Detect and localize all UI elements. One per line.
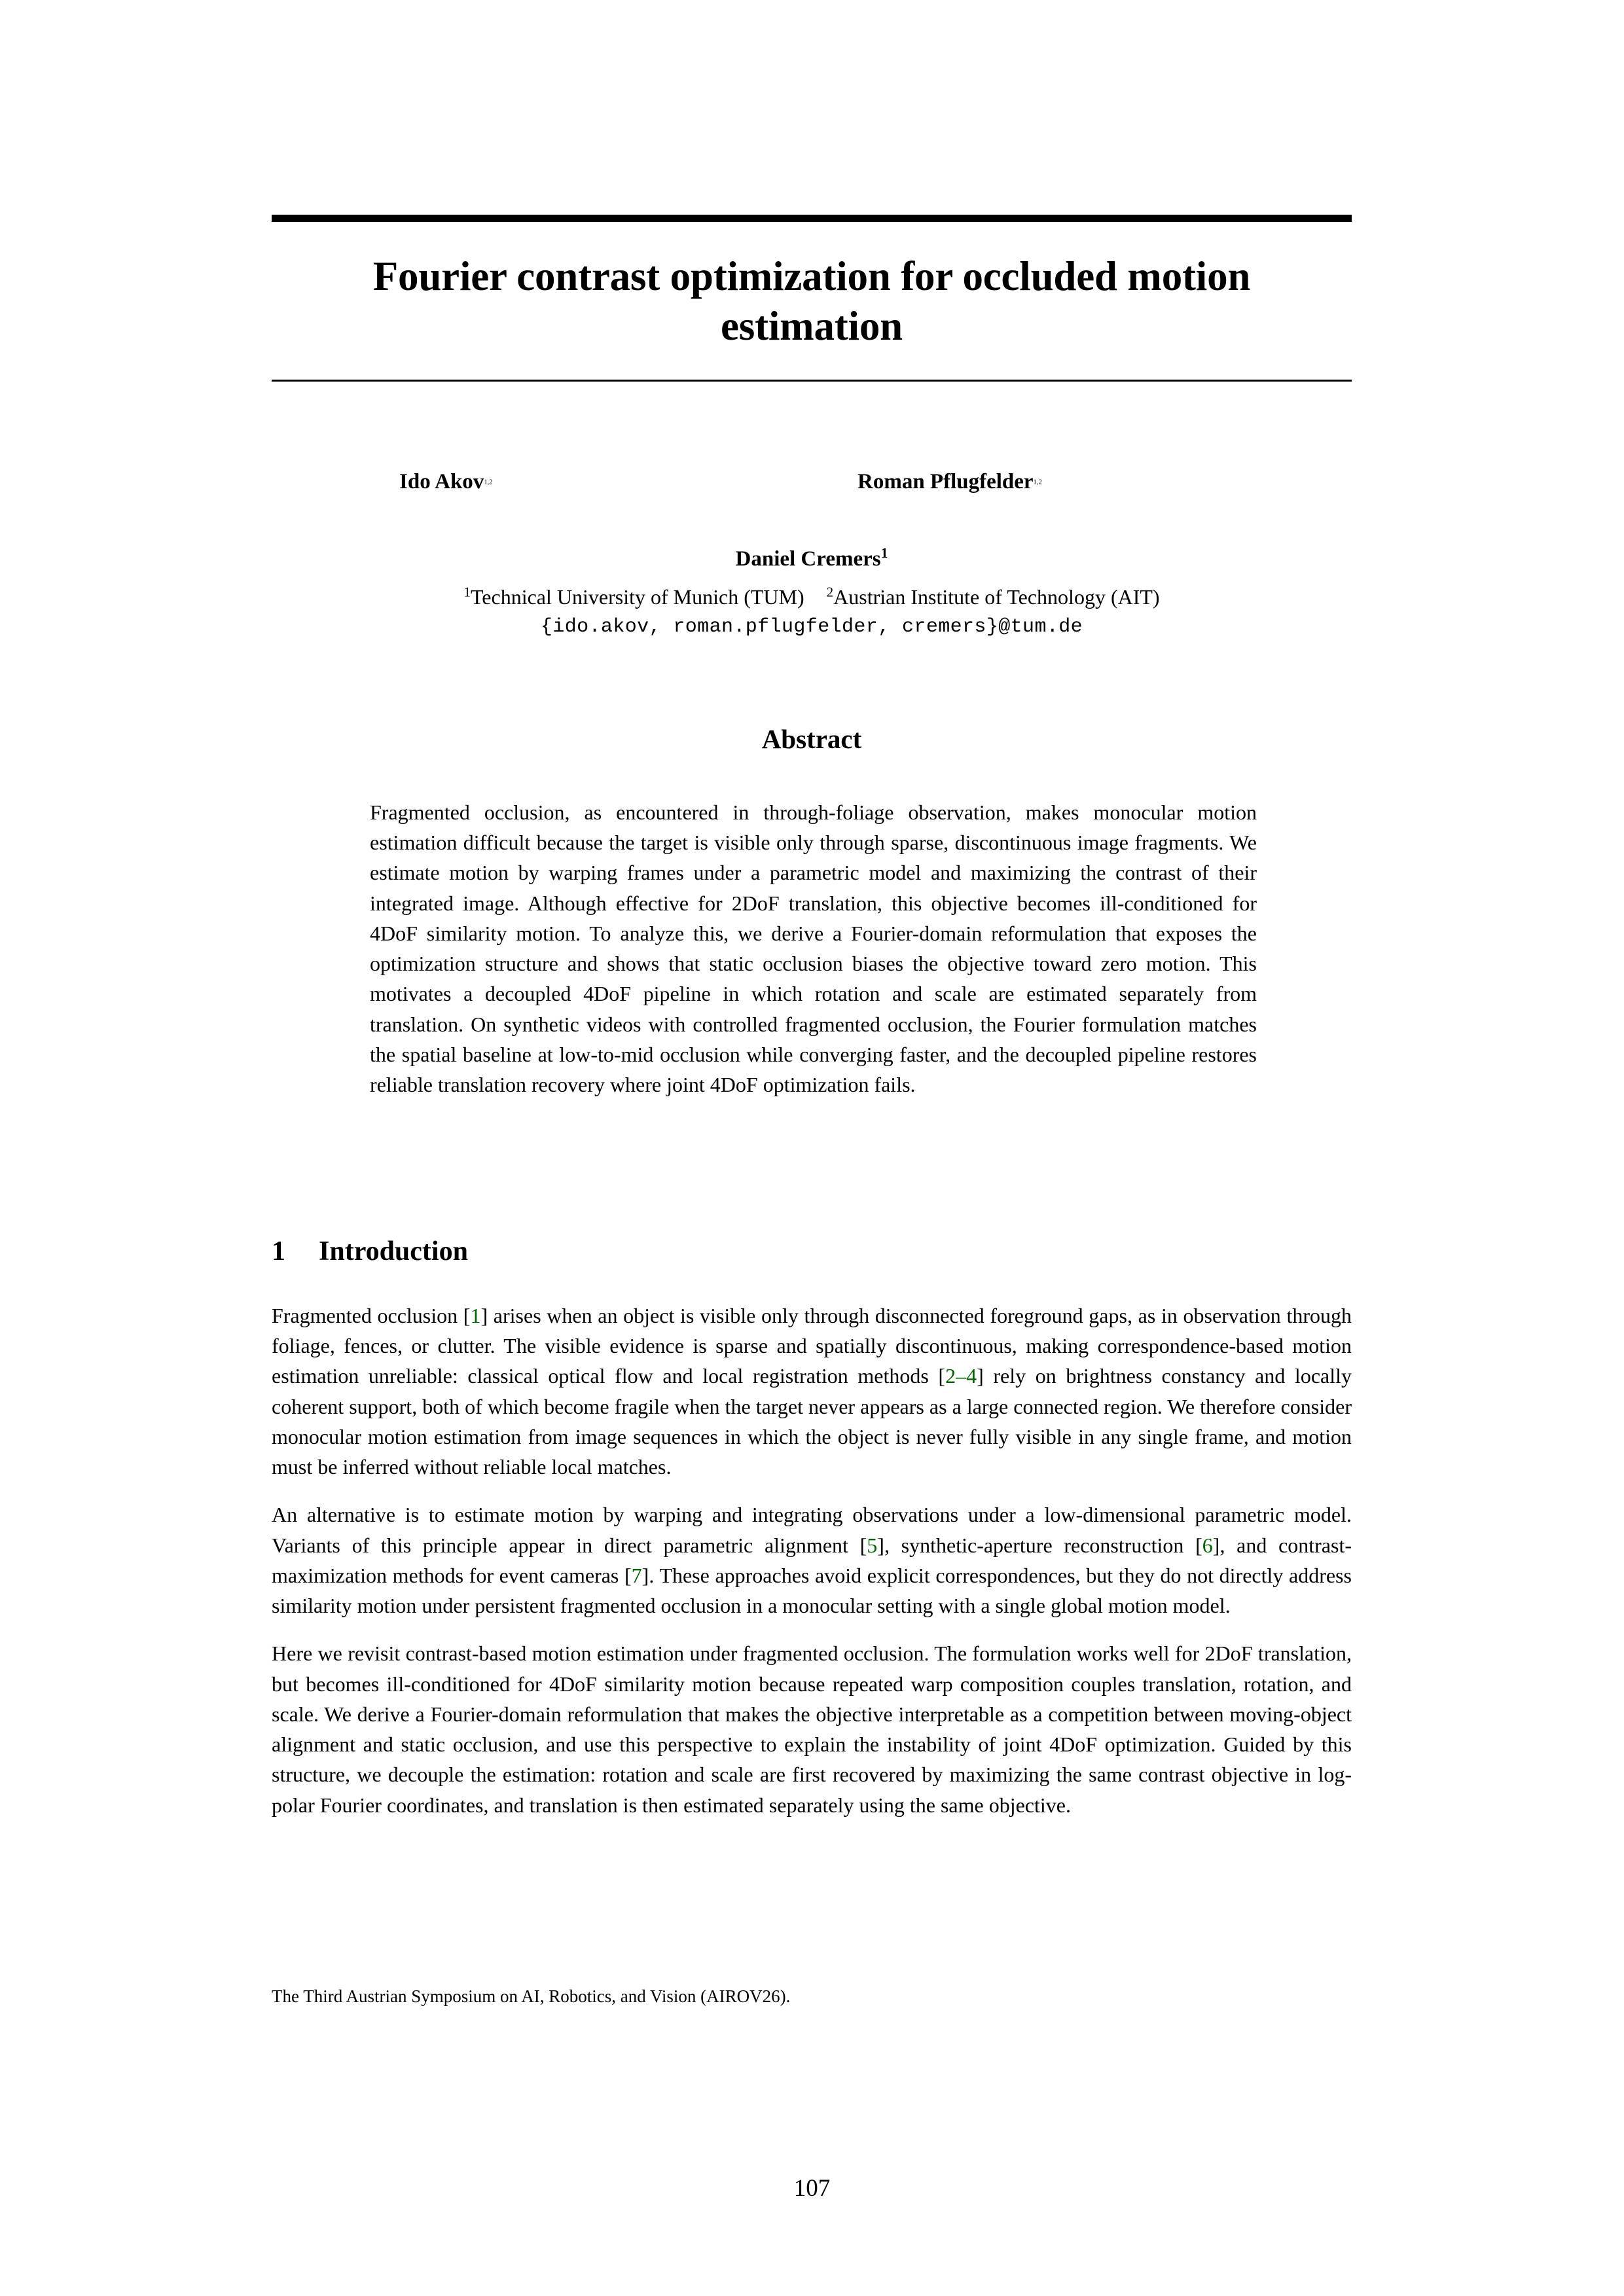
paragraph-1-part-b: ] arises when an object is visible only through disconnected foreground gaps, as in observation through foliage, fences, or clutter. The visible evidence is sparse and spatially discontinuous, making correspondence-based motion estimation unreliable: classical optical flow and local registration methods [: [272, 1304, 1352, 1388]
paragraph-3: Here we revisit contrast-based motion estimation under fragmented occlusion. The formulation works well for 2DoF translation, but becomes ill-conditioned for 4DoF similarity motion because repeated warp composition couples translation, rotation, and scale. We derive a Fourier-domain reformulation that makes the objective interpretable as a competition between moving-object alignment and static occlusion, and use this perspective to explain the instability of joint 4DoF optimization. Guided by this structure, we decouple the estimation: rotation and scale are first recovered by maximizing the same contrast objective in log-polar Fourier coordinates, and translation is then estimated separately using the same objective.: [272, 1641, 1352, 1817]
authors-row: [272, 470, 1352, 494]
page-number: 107: [793, 2175, 831, 2202]
venue-footnote: The Third Austrian Symposium on AI, Robotics, and Vision (AIROV26).: [272, 1986, 791, 2006]
citation-link-7[interactable]: 7: [631, 1563, 642, 1587]
title-block: [272, 215, 1352, 382]
paragraph-2-part-b: ], synthetic-aperture reconstruction [: [877, 1533, 1202, 1557]
affiliation-text-2: Austrian Institute of Technology (AIT): [833, 585, 1160, 609]
author-entry-1: [399, 470, 766, 494]
contact-email: {ido.akov, roman.pflugfelder, cremers}@tum.de: [540, 616, 1083, 638]
citation-link-1[interactable]: 1: [470, 1304, 481, 1327]
author-name-3: Daniel Cremers: [735, 547, 881, 571]
section-title: Introduction: [319, 1236, 468, 1266]
title-rule-bottom: [272, 380, 1352, 382]
title-rule-top: [272, 215, 1352, 222]
citation-link-2-4[interactable]: 2–4: [945, 1364, 977, 1388]
paragraph-1: [272, 1300, 1352, 1482]
citation-link-6[interactable]: 6: [1202, 1533, 1213, 1557]
affiliation-mark-2: 2: [826, 584, 834, 600]
abstract-heading: Abstract: [761, 724, 862, 754]
section-heading-introduction: [272, 1236, 1352, 1267]
page-title: Fourier contrast optimization for occluded motion estimation: [372, 253, 1251, 349]
author-affil-marks-2: 1,2: [1033, 478, 1042, 486]
paragraph-2: [272, 1499, 1352, 1621]
author-affil-marks-1: 1,2: [484, 478, 493, 486]
paragraph-1-part-c: ] rely on brightness constancy and locally coherent support, both of which become fragile when the target never appears as a large connected region. We therefore consider monocular motion estimation from image sequences in which the object is never fully visible in any single frame, and motion must be inferred without reliable local matches.: [272, 1364, 1352, 1479]
affiliation-line: [272, 583, 1352, 612]
section-number: 1: [272, 1236, 285, 1266]
paragraph-2-part-d: ]. These approaches avoid explicit correspondences, but they do not directly address similarity motion under persistent fragmented occlusion in a monocular setting with a single global motion model.: [272, 1563, 1352, 1618]
paragraph-2-part-c: ], and contrast-maximization methods for event cameras [: [272, 1533, 1352, 1587]
body-text: [272, 1300, 1352, 1820]
abstract-body: Fragmented occlusion, as encountered in through-foliage observation, makes monocular motion estimation difficult because the target is visible only through sparse, discontinuous image fragments. We estimate motion by warping frames under a parametric model and maximizing the contrast of their integrated image. Although effective for 2DoF translation, this objective becomes ill-conditioned for 4DoF similarity motion. To analyze this, we derive a Fourier-domain reformulation that exposes the optimization structure and shows that static occlusion biases the objective toward zero motion. This motivates a decoupled 4DoF pipeline in which rotation and scale are estimated separately from translation. On synthetic videos with controlled fragmented occlusion, the Fourier formulation matches the spatial baseline at low-to-mid occlusion while converging faster, and the decoupled pipeline restores reliable translation recovery where joint 4DoF optimization fails.: [370, 800, 1257, 1097]
paragraph-2-part-a: An alternative is to estimate motion by warping and integrating observations under a low-dimensional parametric model. Variants of this principle appear in direct parametric alignment [: [272, 1503, 1352, 1557]
author-name-1: Ido Akov: [399, 470, 484, 493]
affiliation-mark-1: 1: [463, 584, 471, 600]
author-entry-3: [272, 547, 1352, 571]
affiliation-text-1: Technical University of Munich (TUM): [470, 585, 804, 609]
paragraph-1-part-a: Fragmented occlusion [: [272, 1304, 471, 1327]
citation-link-5[interactable]: 5: [867, 1533, 878, 1557]
author-affil-marks-3: 1: [880, 545, 888, 561]
author-entry-2: [857, 470, 1224, 494]
author-name-2: Roman Pflugfelder: [857, 470, 1034, 493]
